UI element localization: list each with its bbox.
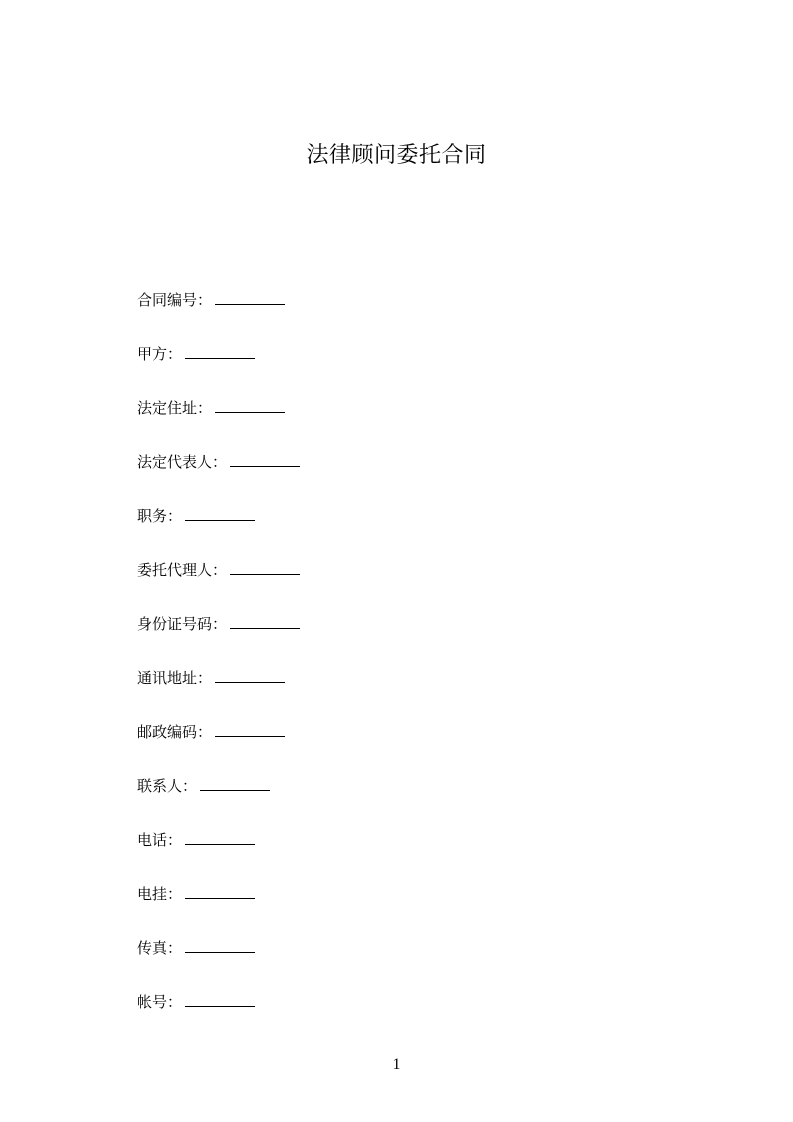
field-position	[137, 504, 657, 558]
field-legal-representative	[137, 450, 657, 504]
field-blank-line	[215, 396, 285, 413]
field-authorized-agent	[137, 558, 657, 612]
field-blank-line	[215, 720, 285, 737]
field-blank-line	[215, 288, 285, 305]
field-blank-line	[185, 882, 255, 899]
contract-fields	[137, 288, 657, 1044]
field-mailing-address	[137, 666, 657, 720]
field-colon: ：	[167, 507, 183, 525]
field-blank-line	[230, 558, 300, 575]
field-blank-line	[230, 450, 300, 467]
field-postal-code	[137, 720, 657, 774]
field-label: 身份证号码	[137, 615, 213, 633]
field-blank-line	[185, 990, 255, 1007]
field-account-number	[137, 990, 657, 1044]
field-label: 帐号	[137, 993, 168, 1011]
field-colon: ：	[197, 723, 213, 741]
field-colon: ：	[182, 777, 198, 795]
field-label: 电话	[137, 831, 168, 849]
field-id-number	[137, 612, 657, 666]
field-label: 电挂	[137, 885, 168, 903]
field-colon: ：	[167, 831, 183, 849]
field-blank-line	[185, 504, 255, 521]
field-blank-line	[185, 342, 255, 359]
field-blank-line	[230, 612, 300, 629]
field-colon: ：	[212, 561, 228, 579]
field-blank-line	[200, 774, 270, 791]
field-label: 法定代表人	[137, 453, 213, 471]
field-telegraph	[137, 882, 657, 936]
field-contact-person	[137, 774, 657, 828]
field-label: 传真	[137, 939, 168, 957]
field-blank-line	[215, 666, 285, 683]
field-colon: ：	[167, 885, 183, 903]
field-colon: ：	[167, 993, 183, 1011]
field-label: 委托代理人	[137, 561, 213, 579]
field-fax	[137, 936, 657, 990]
field-colon: ：	[167, 939, 183, 957]
field-label: 通讯地址	[137, 669, 198, 687]
field-label: 职务	[137, 507, 168, 525]
field-colon: ：	[167, 345, 183, 363]
field-colon: ：	[212, 453, 228, 471]
document-title: 法律顾问委托合同	[306, 143, 487, 168]
field-colon: ：	[197, 669, 213, 687]
field-legal-address	[137, 396, 657, 450]
field-label: 合同编号	[137, 291, 198, 309]
field-colon: ：	[197, 399, 213, 417]
field-label: 甲方	[137, 345, 168, 363]
field-label: 法定住址	[137, 399, 198, 417]
field-phone	[137, 828, 657, 882]
field-colon: ：	[212, 615, 228, 633]
field-label: 联系人	[137, 777, 183, 795]
field-label: 邮政编码	[137, 723, 198, 741]
field-blank-line	[185, 828, 255, 845]
field-party-a	[137, 342, 657, 396]
field-colon: ：	[197, 291, 213, 309]
field-blank-line	[185, 936, 255, 953]
page-number: 1	[392, 1056, 401, 1073]
field-contract-number	[137, 288, 657, 342]
